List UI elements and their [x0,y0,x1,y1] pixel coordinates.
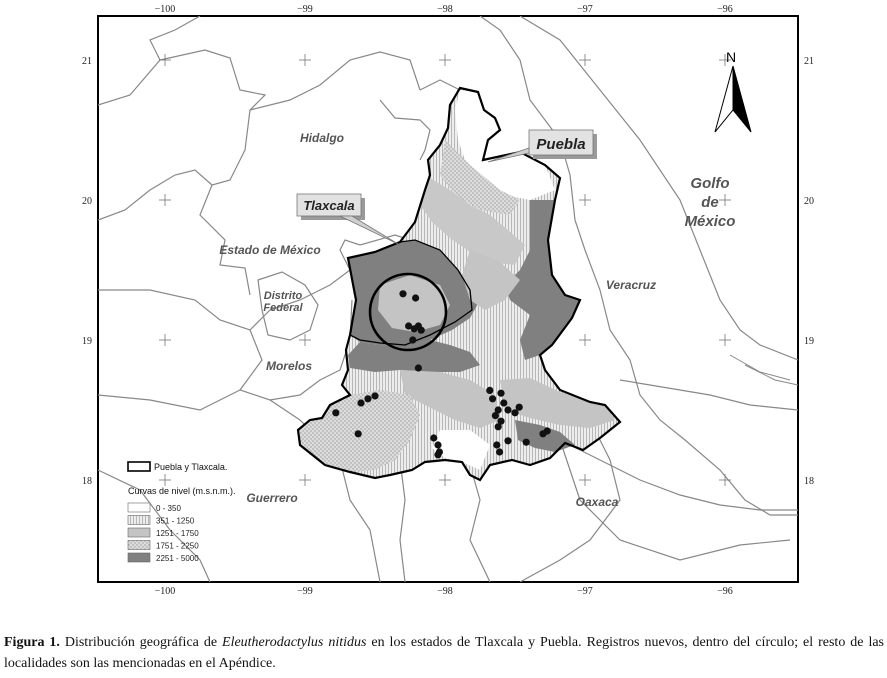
locality-point [357,399,364,406]
lat-tick-left: 19 [82,336,92,347]
lon-tick-top: −97 [577,4,593,15]
legend-title: Curvas de nivel (m.s.n.m.). [128,486,236,496]
lat-tick-right: 19 [804,336,814,347]
figure-caption [4,632,884,674]
locality-point [364,395,371,402]
locality-point [492,412,499,419]
lon-tick-top: −98 [437,4,453,15]
legend-swatch [128,503,150,512]
locality-point [415,364,422,371]
locality-point [434,451,441,458]
locality-point [504,406,511,413]
caption-text-1: Distribución geográfica de [59,635,223,650]
label-estado-mexico: Estado de México [219,243,321,257]
locality-point [399,290,406,297]
lat-tick-left: 20 [82,196,92,207]
locality-point [489,395,496,402]
locality-point [434,441,441,448]
legend-boundary-swatch [128,462,150,471]
lat-tick-right: 21 [804,56,814,67]
locality-point [371,392,378,399]
locality-point [430,434,437,441]
lon-tick-bottom: −100 [154,586,176,597]
legend-class-label: 2251 - 5000 [156,554,199,563]
locality-point [409,336,416,343]
caption-label: Figura 1. [4,635,60,650]
legend-swatch [128,553,150,562]
legend-swatch [128,541,150,550]
legend-class-label: 351 - 1250 [156,516,195,526]
locality-point [495,423,502,430]
lat-tick-right: 18 [804,476,814,487]
legend-class-label: 1251 - 1750 [156,529,199,538]
label-guerrero: Guerrero [246,491,298,505]
locality-point [418,327,425,334]
lon-tick-bottom: −97 [577,586,593,597]
label-de: de [701,194,719,211]
locality-point [355,430,362,437]
locality-point [497,390,504,397]
locality-point [523,439,530,446]
label-golfo: Golfo [690,175,730,192]
lon-tick-top: −100 [154,4,176,15]
legend-boundary-label: Puebla y Tlaxcala. [154,462,228,472]
north-label: N [725,49,737,65]
locality-point [516,404,523,411]
legend-swatch [128,528,150,537]
locality-point [544,427,551,434]
locality-point [500,399,507,406]
legend-class-label: 1751 - 2250 [156,541,199,551]
lon-tick-top: −96 [717,4,733,15]
caption-text-2: en los estados de Tlaxcala y Puebla. Registros nuevos, dentro del círculo; el resto de las localidades son las mencionadas en el Apéndice. [4,635,885,671]
locality-point [504,437,511,444]
svg-text:Tlaxcala: Tlaxcala [303,198,355,213]
caption-species: Eleutherodactylus nitidus [222,635,367,650]
label-mexico-gulf: México [684,213,736,230]
label-hidalgo: Hidalgo [300,131,344,145]
label-federal: Federal [263,302,303,314]
label-oaxaca: Oaxaca [575,495,619,509]
label-veracruz: Veracruz [605,278,657,292]
label-distrito: Distrito [263,290,303,302]
svg-text:Puebla: Puebla [536,136,586,153]
lat-tick-right: 20 [804,196,814,207]
locality-point [493,441,500,448]
locality-point [496,448,503,455]
locality-point [332,409,339,416]
lon-tick-bottom: −99 [297,586,313,597]
label-morelos: Morelos [265,359,313,373]
locality-point [486,387,493,394]
lat-tick-left: 21 [82,56,92,67]
lon-tick-top: −99 [297,4,313,15]
lat-tick-left: 18 [82,476,92,487]
lon-tick-bottom: −98 [437,586,453,597]
locality-point [412,294,419,301]
legend-swatch [128,516,150,525]
lon-tick-bottom: −96 [717,586,733,597]
legend-class-label: 0 - 350 [156,504,181,513]
